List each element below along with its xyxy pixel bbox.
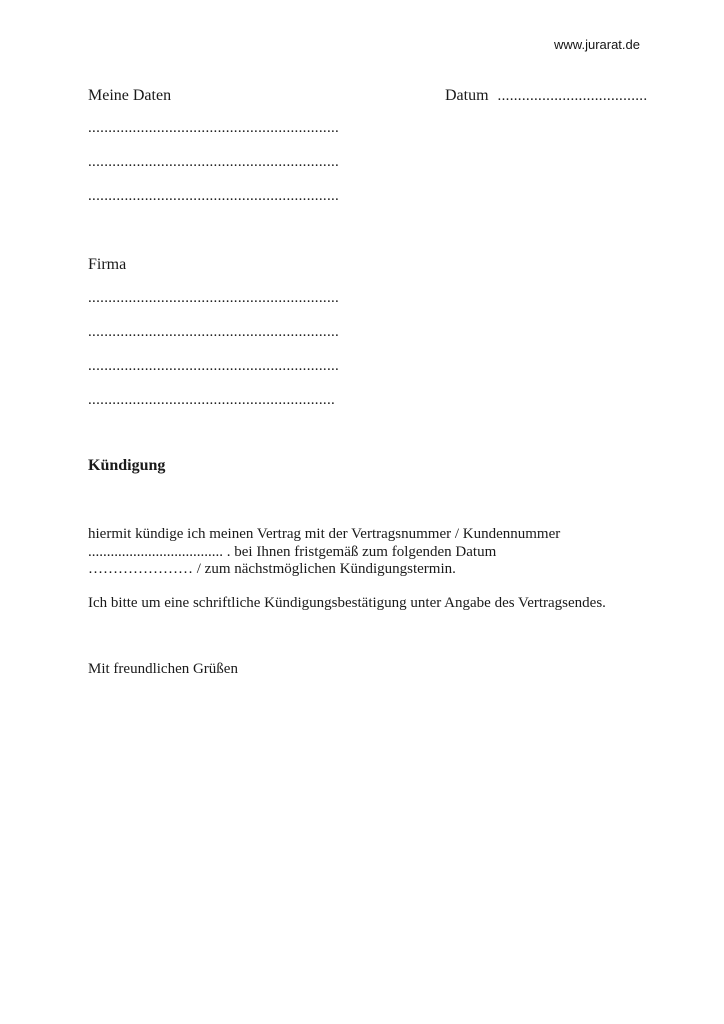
recipient-fill-line-4: ............................................................. <box>88 392 336 408</box>
recipient-section-label: Firma <box>88 256 127 273</box>
subject-heading: Kündigung <box>88 457 166 474</box>
date-fill-in-dots: ..................................... <box>497 88 648 104</box>
body-paragraph-1-line-2: .................................... . bei Ihnen fristgemäß zum folgenden Datum <box>88 543 497 560</box>
recipient-fill-line-3: .............................................................. <box>88 358 340 374</box>
body-paragraph-2: Ich bitte um eine schriftliche Kündigungsbestätigung unter Angabe des Vertragsendes. <box>88 595 606 611</box>
recipient-fill-line-2: .............................................................. <box>88 324 340 340</box>
body-paragraph-1-line-3: ………………… / zum nächstmöglichen Kündigungstermin. <box>88 561 456 577</box>
body-paragraph-1-line-1: hiermit kündige ich meinen Vertrag mit der Vertragsnummer / Kundennummer <box>88 526 561 542</box>
sender-section-label: Meine Daten <box>88 87 172 104</box>
date-label: Datum <box>445 87 489 104</box>
date-line <box>445 87 647 105</box>
sender-fill-line-2: .............................................................. <box>88 154 340 170</box>
body-paragraph-1 <box>88 526 560 579</box>
recipient-fill-line-1: .............................................................. <box>88 290 340 306</box>
sender-fill-line-3: .............................................................. <box>88 188 340 204</box>
sender-fill-line-1: .............................................................. <box>88 120 340 136</box>
closing-salutation: Mit freundlichen Grüßen <box>88 661 238 677</box>
website-url: www.jurarat.de <box>554 37 640 52</box>
